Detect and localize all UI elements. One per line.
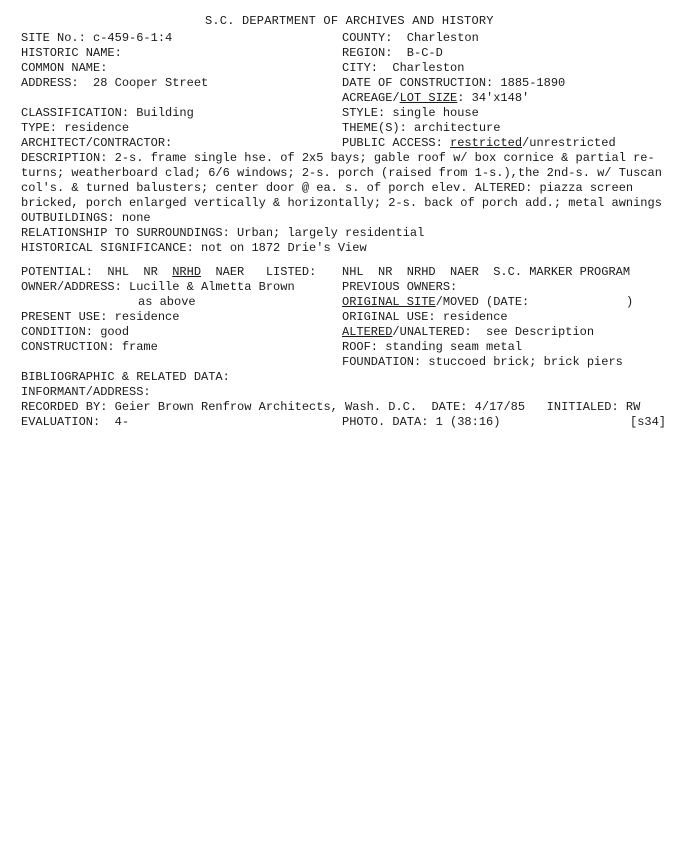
moved-date-close: ) xyxy=(626,295,634,309)
recorded-by: RECORDED BY: Geier Brown Renfrow Architects, Wash. D.C. DATE: 4/17/85 INITIALED: RW xyxy=(21,400,641,414)
altered-unaltered xyxy=(342,325,594,340)
public-access-selected: restricted xyxy=(450,136,523,150)
public-access-rest: /unrestricted xyxy=(522,136,616,150)
moved-date: /MOVED (DATE: xyxy=(435,295,530,309)
historic-name: HISTORIC NAME: xyxy=(21,46,122,60)
region: REGION: B-C-D xyxy=(342,46,443,60)
construction: CONSTRUCTION: frame xyxy=(21,340,158,354)
owner-address-cont: as above xyxy=(138,295,196,309)
public-access-label: PUBLIC ACCESS: xyxy=(342,136,451,150)
type: TYPE: residence xyxy=(21,121,130,135)
potential xyxy=(21,265,316,280)
lot-size-label: LOT SIZE xyxy=(399,91,458,105)
description-line-1: DESCRIPTION: 2-s. frame single hse. of 2x5 bays; gable roof w/ box cornice & partial re- xyxy=(21,151,655,165)
evaluation: EVALUATION: 4- xyxy=(21,415,130,429)
historical-significance: HISTORICAL SIGNIFICANCE: not on 1872 Drie's View xyxy=(21,241,367,255)
architect-contractor: ARCHITECT/CONTRACTOR: xyxy=(21,136,173,150)
classification: CLASSIFICATION: Building xyxy=(21,106,194,120)
style: STYLE: single house xyxy=(342,106,479,120)
unaltered: /UNALTERED: see Description xyxy=(392,325,595,339)
relationship-to-surroundings: RELATIONSHIP TO SURROUNDINGS: Urban; largely residential xyxy=(21,226,425,240)
original-use: ORIGINAL USE: residence xyxy=(342,310,508,324)
acreage-label: ACREAGE/ xyxy=(342,91,400,105)
lot-size-value: : 34'x148' xyxy=(457,91,530,105)
date-of-construction: DATE OF CONSTRUCTION: 1885-1890 xyxy=(342,76,566,90)
altered: ALTERED xyxy=(342,325,393,339)
potential-prefix: POTENTIAL: NHL NR xyxy=(21,265,173,279)
address: ADDRESS: 28 Cooper Street xyxy=(21,76,209,90)
potential-suffix: NAER LISTED: xyxy=(201,265,317,279)
bibliographic-data: BIBLIOGRAPHIC & RELATED DATA: xyxy=(21,370,230,384)
description-line-4: bricked, porch enlarged vertically & horizontally; 2-s. back of porch add.; metal awnings xyxy=(21,196,662,210)
themes: THEME(S): architecture xyxy=(342,121,501,135)
county: COUNTY: Charleston xyxy=(342,31,479,45)
condition: CONDITION: good xyxy=(21,325,130,339)
city: CITY: Charleston xyxy=(342,61,465,75)
public-access xyxy=(342,136,616,151)
original-site-moved xyxy=(342,295,529,310)
potential-selected: NRHD xyxy=(172,265,202,279)
description-line-2: turns; weatherboard clad; 6/6 windows; 2-s. porch (raised from 1-s.),the 2nd-s. w/ Tuscan xyxy=(21,166,662,180)
common-name: COMMON NAME: xyxy=(21,61,108,75)
photo-data: PHOTO. DATA: 1 (38:16) xyxy=(342,415,501,429)
listed-options: NHL NR NRHD NAER S.C. MARKER PROGRAM xyxy=(342,265,631,279)
acreage-lot-size xyxy=(342,91,529,106)
record-reference: [s34] xyxy=(630,415,667,429)
description-line-3: col's. & turned balusters; center door @ ea. s. of porch elev. ALTERED: piazza screen xyxy=(21,181,634,195)
informant-address: INFORMANT/ADDRESS: xyxy=(21,385,151,399)
previous-owners: PREVIOUS OWNERS: xyxy=(342,280,458,294)
outbuildings: OUTBUILDINGS: none xyxy=(21,211,151,225)
site-number: SITE No.: c-459-6-1:4 xyxy=(21,31,173,45)
present-use: PRESENT USE: residence xyxy=(21,310,180,324)
roof: ROOF: standing seam metal xyxy=(342,340,523,354)
owner-address: OWNER/ADDRESS: Lucille & Almetta Brown xyxy=(21,280,295,294)
form-title: S.C. DEPARTMENT OF ARCHIVES AND HISTORY xyxy=(205,14,494,28)
foundation: FOUNDATION: stuccoed brick; brick piers xyxy=(342,355,623,369)
original-site: ORIGINAL SITE xyxy=(342,295,436,309)
